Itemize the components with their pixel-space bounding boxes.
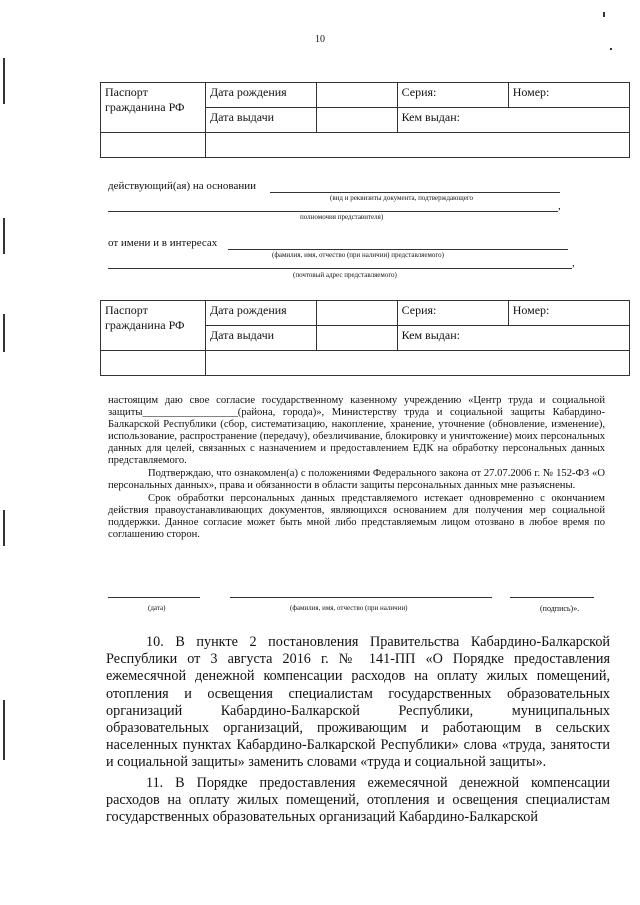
passport-table-2 (100, 300, 630, 376)
issue-date-cell[interactable] (317, 108, 398, 133)
authority-caption: полномочия представителя) (300, 213, 384, 221)
confirmation-paragraph: Подтверждаю, что ознакомлен(а) с положениями Федерального закона от 27.07.2006 г. № 152-ФЗ «О персональных данных», права и обязанности в области защиты персональных данных мне разъяснены. (108, 468, 605, 491)
series-label: Серия: (397, 83, 508, 108)
item-11-paragraph: 11. В Порядке предоставления ежемесячной денежной компенсации расходов на оплату жилых помещений, отопления и освещения специалистам государственных образовательных организаций Кабардино-Балкарской (106, 774, 610, 826)
scan-edge-mark (3, 314, 5, 352)
empty-cell (101, 133, 206, 158)
scan-edge-mark (3, 218, 5, 254)
on-behalf-line[interactable] (228, 249, 568, 250)
acting-basis-label: действующий(ая) на основании (108, 180, 257, 192)
acting-basis-caption: (вид и реквизиты документа, подтверждающего (330, 194, 474, 202)
on-behalf-caption: (фамилия, имя, отчество (при наличии) представляемого) (272, 251, 444, 259)
page-number: 10 (315, 34, 325, 45)
address-line[interactable] (108, 268, 572, 269)
issue-date-label: Дата выдачи (205, 108, 316, 133)
comma: , (572, 257, 575, 269)
birth-date-cell[interactable] (317, 83, 398, 108)
birth-date-cell[interactable] (317, 301, 398, 326)
empty-cell (101, 351, 206, 376)
name-caption: (фамилия, имя, отчество (при наличии) (290, 604, 408, 612)
name-line[interactable] (230, 597, 492, 598)
scan-edge-mark (603, 12, 605, 17)
signature-caption: (подпись)». (540, 604, 580, 613)
scan-edge-mark (610, 48, 612, 50)
issue-date-label: Дата выдачи (205, 326, 316, 351)
issued-by-cell[interactable] (205, 133, 629, 158)
series-label: Серия: (397, 301, 508, 326)
number-label: Номер: (508, 301, 629, 326)
consent-text (108, 395, 605, 541)
term-paragraph: Срок обработки персональных данных представляемого истекает одновременно с окончанием действия правоустанавливающих документов, являющихся основанием для получения мер социальной поддержки. Данное согласие может быть мной либо представляемым лицом отозвано в любое время по соглашению сторон. (108, 493, 605, 540)
passport-label: Паспорт гражданина РФ (101, 301, 206, 351)
on-behalf-label: от имени и в интересах (108, 237, 218, 249)
passport-table-1 (100, 82, 630, 158)
issued-by-label: Кем выдан: (397, 326, 629, 351)
item-10-paragraph: 10. В пункте 2 постановления Правительства Кабардино-Балкарской Республики от 3 августа 2016 г. № 141-ПП «О Порядке предоставления ежемесячной денежной компенсации расходов на оплату жилых помещений, отопления и освещения специалистам государственных образовательных организаций Кабардино-Балкарской Республики, муниципальных образовательных организаций, проживающим и работающим в сельских населенных пунктах Кабардино-Балкарской Республики» слова «труда, занятости и социальной защиты» заменить словами «труда и социальной защиты». (106, 634, 610, 771)
scan-edge-mark (3, 510, 5, 546)
signature-line[interactable] (510, 597, 594, 598)
issue-date-cell[interactable] (317, 326, 398, 351)
address-caption: (почтовый адрес представляемого) (293, 271, 397, 279)
amendment-text (106, 634, 610, 826)
authority-line[interactable] (108, 211, 558, 212)
birth-date-label: Дата рождения (205, 83, 316, 108)
issued-by-label: Кем выдан: (397, 108, 629, 133)
number-label: Номер: (508, 83, 629, 108)
scan-edge-mark (3, 700, 5, 760)
comma: , (558, 200, 561, 212)
date-caption: (дата) (148, 604, 166, 612)
issued-by-cell[interactable] (205, 351, 629, 376)
scan-edge-mark (3, 58, 5, 104)
date-line[interactable] (108, 597, 200, 598)
birth-date-label: Дата рождения (205, 301, 316, 326)
consent-paragraph: настоящим даю свое согласие государственному казенному учреждению «Центр труда и социальной защиты__________________(района, города)», Министерству труда и социальной защиты Кабардино-Балкарской Республики (сбор, систематизацию, накопление, хранение, уточнение (обновление, изменение), использование, распространение (передачу), обезличивание, блокировку и уничтожение) моих персональных данных для целей, связанных с назначением и предоставлением ЕДК на обработку персональных данных представляемого. (108, 395, 605, 466)
passport-label: Паспорт гражданина РФ (101, 83, 206, 133)
acting-basis-line[interactable] (270, 192, 560, 193)
